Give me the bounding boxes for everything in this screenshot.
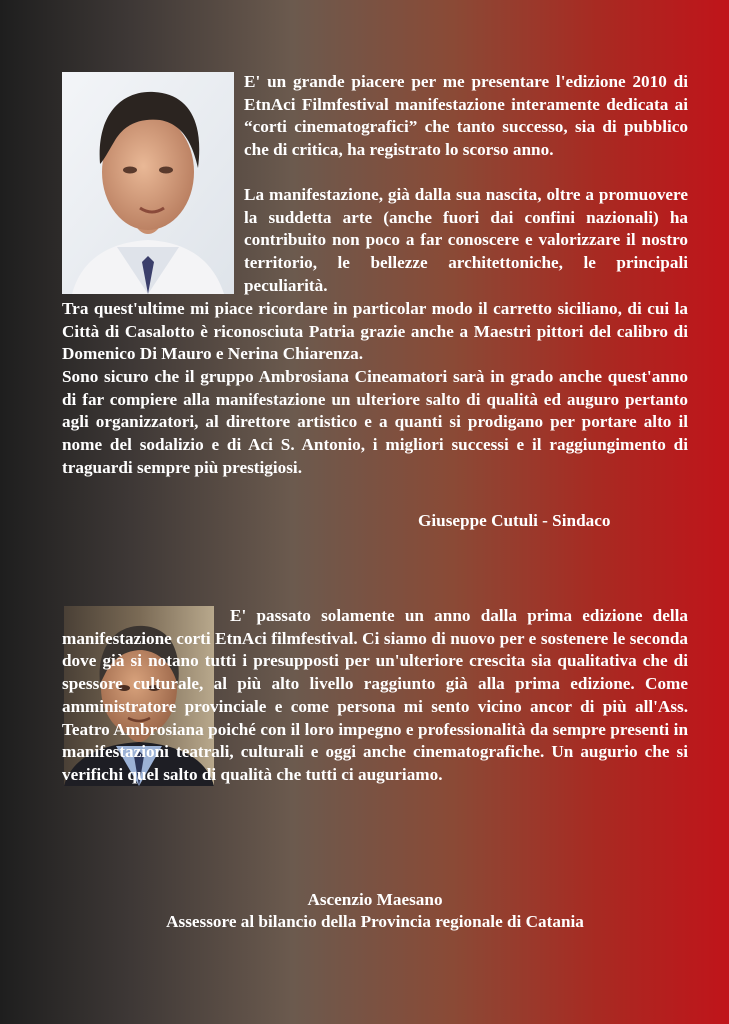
intro-paragraph-1: E' un grande piacere per me presentare l'edizione 2010 di EtnAci Filmfestival manifestazione interamente dedicata ai “corti cinematografici” che tanto successo, sia di pubblico che di critica, ha registrato lo scorso anno.: [244, 72, 688, 160]
intro-paragraph-3: Tra quest'ultime mi piace ricordare in particolar modo il carretto siciliano, di cui la Città di Casalotto è riconosciuta Patria grazie anche a Maestri pittori del calibro di Domenico Di Mauro e Nerina Chiarenza.: [62, 299, 688, 364]
signature-assessor-role: Assessore al bilancio della Provincia regionale di Catania: [166, 912, 584, 931]
portrait-photo-mayor: [62, 72, 234, 294]
intro-paragraph-2: La manifestazione, già dalla sua nascita, oltre a promuovere la suddetta arte (anche fuori dai confini nazionali) ha contribuito non poco a far conoscere e valorizzare il nostro territorio, le bellezze architettoniche, le principali peculiarità.: [244, 185, 688, 295]
signature-assessor-name: Ascenzio Maesano: [307, 890, 443, 909]
signature-mayor: Giuseppe Cutuli - Sindaco: [418, 511, 611, 530]
intro-paragraph-4: Sono sicuro che il gruppo Ambrosiana Cineamatori sarà in grado anche quest'anno di far compiere alla manifestazione un ulteriore salto di qualità ed auguro pertanto agli organizzatori, al direttore artistico e a quanti si prodigano per portare alto il nome del sodalizio e di Aci S. Antonio, i migliori successi e il raggiungimento di traguardi sempre più prestigiosi.: [62, 367, 688, 477]
assessor-paragraph: E' passato solamente un anno dalla prima edizione della manifestazione corti EtnAci filmfestival. Ci siamo di nuovo per e sostenere le seconda dove già si notano tutti i presupposti per un'ulteriore crescita sia qualitativa che di spessore culturale, al più alto livello raggiunto già alla prima edizione. Come amministratore provinciale e come persona mi sento vicino ancor di più all'Ass. Teatro Ambrosiana poiché con il loro impegno e professionalità da sempre presenti in manifestazioni teatrali, culturali e oggi anche cinematografiche. Un augurio che si verifichi quel salto di qualità che tutti ci auguriamo.: [62, 606, 688, 784]
